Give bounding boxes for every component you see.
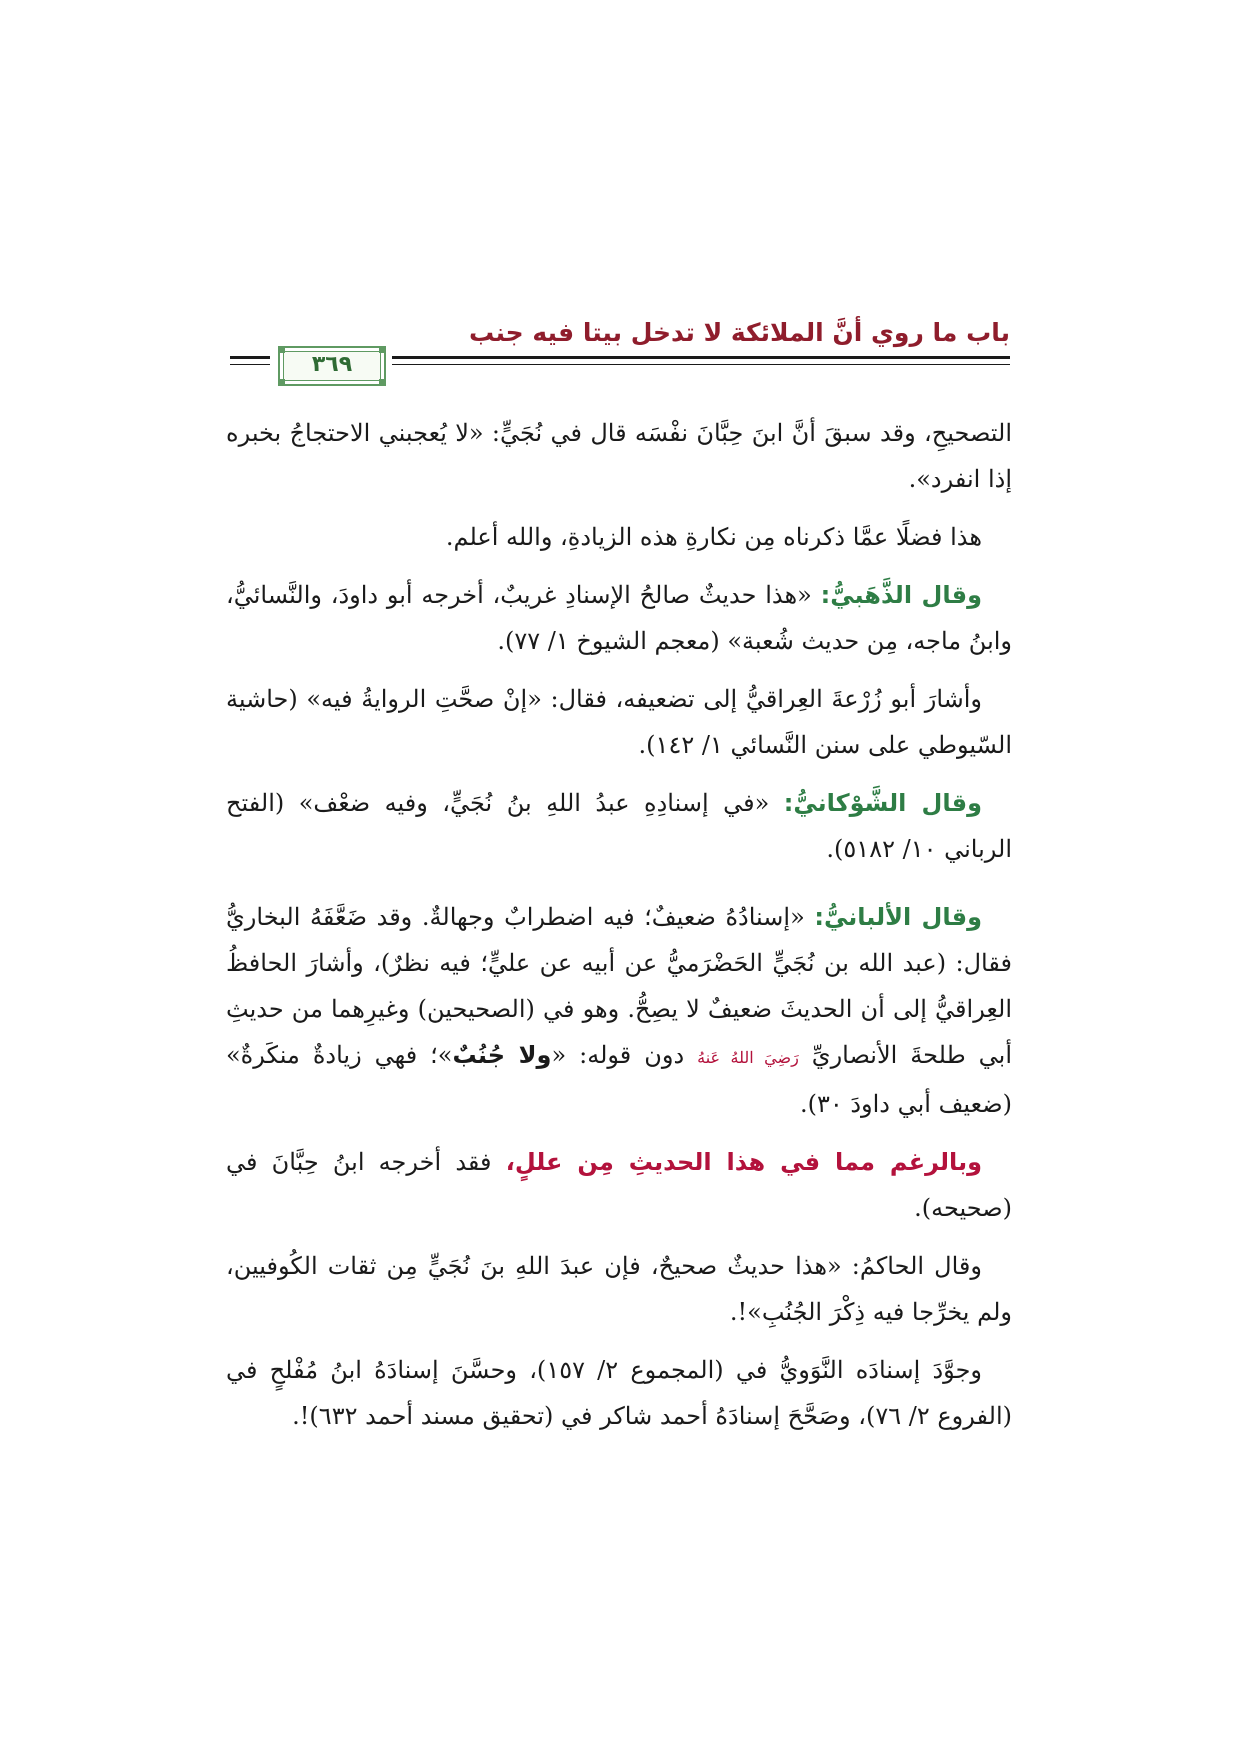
paragraph-3 (226, 572, 1012, 664)
frame-corner-ornament (379, 379, 386, 386)
highlight-phrase: وبالرغم مما في هذا الحديثِ مِن عللٍ، (505, 1148, 982, 1176)
page-body (226, 410, 1012, 1451)
chapter-title: باب ما روي أنَّ الملائكة لا تدخل بيتا فيه جنب (468, 318, 1010, 347)
speaker-albani: وقال الألبانيُّ: (814, 903, 982, 931)
paragraph-3-text: «هذا حديثٌ صالحُ الإسنادِ غريبٌ، أخرجه أبو داودَ، والنَّسائيُّ، وابنُ ماجه، مِن حديث شُعبة» (معجم الشيوخ ١/ ٧٧). (226, 581, 1012, 655)
paragraph-9 (226, 1347, 1012, 1439)
header-rule-right-top (392, 356, 1010, 359)
paragraph-6-text-a: «إسنادُهُ ضعيفٌ؛ فيه اضطرابٌ وجهالةٌ. وقد ضَعَّفَهُ البخاريُّ فقال: (عبد الله بن نُجَيٍّ الحَضْرَميُّ عن أبيه عن عليٍّ؛ فيه نظرٌ)، وأشارَ الحافظُ العِراقيُّ إلى أن الحديثَ ضعيفٌ لا يصِحُّ. وهو في (الصحيحين) وغيرِهما من حديثِ أبي طلحةَ الأنصاريِّ (226, 903, 1013, 1069)
paragraph-8 (226, 1243, 1012, 1335)
header-rule-left-bottom (230, 364, 270, 365)
paragraph-6-text-c: »؛ فهي زيادةٌ منكَرةٌ» (ضعيف أبي داودَ ٣٠). (226, 1041, 1012, 1118)
frame-corner-ornament (278, 379, 285, 386)
page-header (230, 318, 1010, 384)
paragraph-5 (226, 780, 1012, 872)
header-rule-right-bottom (392, 364, 1010, 365)
page-number: ٣٦٩ (311, 352, 353, 377)
page-number-frame (278, 346, 386, 386)
bold-phrase: ولا جُنُبٌ (452, 1041, 552, 1069)
paragraph-2-text: هذا فضلًا عمَّا ذكرناه مِن نكارةِ هذه الزيادةِ، والله أعلم. (445, 523, 982, 551)
header-rule-left-top (230, 356, 270, 359)
paragraph-4 (226, 676, 1012, 768)
paragraph-9-text: وجوَّدَ إسنادَه النَّوَويُّ في (المجموع ٢/ ١٥٧)، وحسَّنَ إسنادَهُ ابنُ مُفْلحٍ في (الفروع ٢/ ٧٦)، وصَحَّحَ إسنادَهُ أحمد شاكر في (تحقيق مسند أحمد ٦٣٢)!. (226, 1356, 1012, 1430)
paragraph-5-text: «في إسنادِهِ عبدُ اللهِ بنُ نُجَيٍّ، وفيه ضعْف» (الفتح الرباني ١٠/ ٥١٨٢). (226, 789, 1012, 863)
paragraph-1 (226, 410, 1012, 502)
paragraph-1-text: التصحيحِ، وقد سبقَ أنَّ ابنَ حِبَّانَ نفْسَه قال في نُجَيٍّ: «لا يُعجبني الاحتجاجُ بخبره إذا انفرد». (226, 419, 1012, 493)
speaker-dhahabi: وقال الذَّهَبيُّ: (820, 581, 982, 609)
paragraph-7-text: فقد أخرجه ابنُ حِبَّانَ في (صحيحه). (226, 1148, 1012, 1222)
paragraph-8-text: وقال الحاكمُ: «هذا حديثٌ صحيحٌ، فإن عبدَ اللهِ بنَ نُجَيٍّ مِن ثقات الكُوفيين، ولم يخرِّجا فيه ذِكْرَ الجُنُبِ»!. (226, 1252, 1012, 1326)
paragraph-2 (226, 514, 1012, 560)
paragraph-6-text-b: دون قوله: « (551, 1041, 698, 1069)
speaker-shawkani: وقال الشَّوْكانيُّ: (783, 789, 982, 817)
paragraph-4-text: وأشارَ أبو زُرْعةَ العِراقيُّ إلى تضعيفه، فقال: «إنْ صحَّتِ الروايةُ فيه» (حاشية السّيوطي على سنن النَّسائي ١/ ١٤٢). (226, 685, 1012, 759)
paragraph-6 (226, 894, 1012, 1127)
honorific-glyph: رَضِيَ اللهُ عَنهُ (697, 1048, 799, 1067)
paragraph-7 (226, 1139, 1012, 1231)
